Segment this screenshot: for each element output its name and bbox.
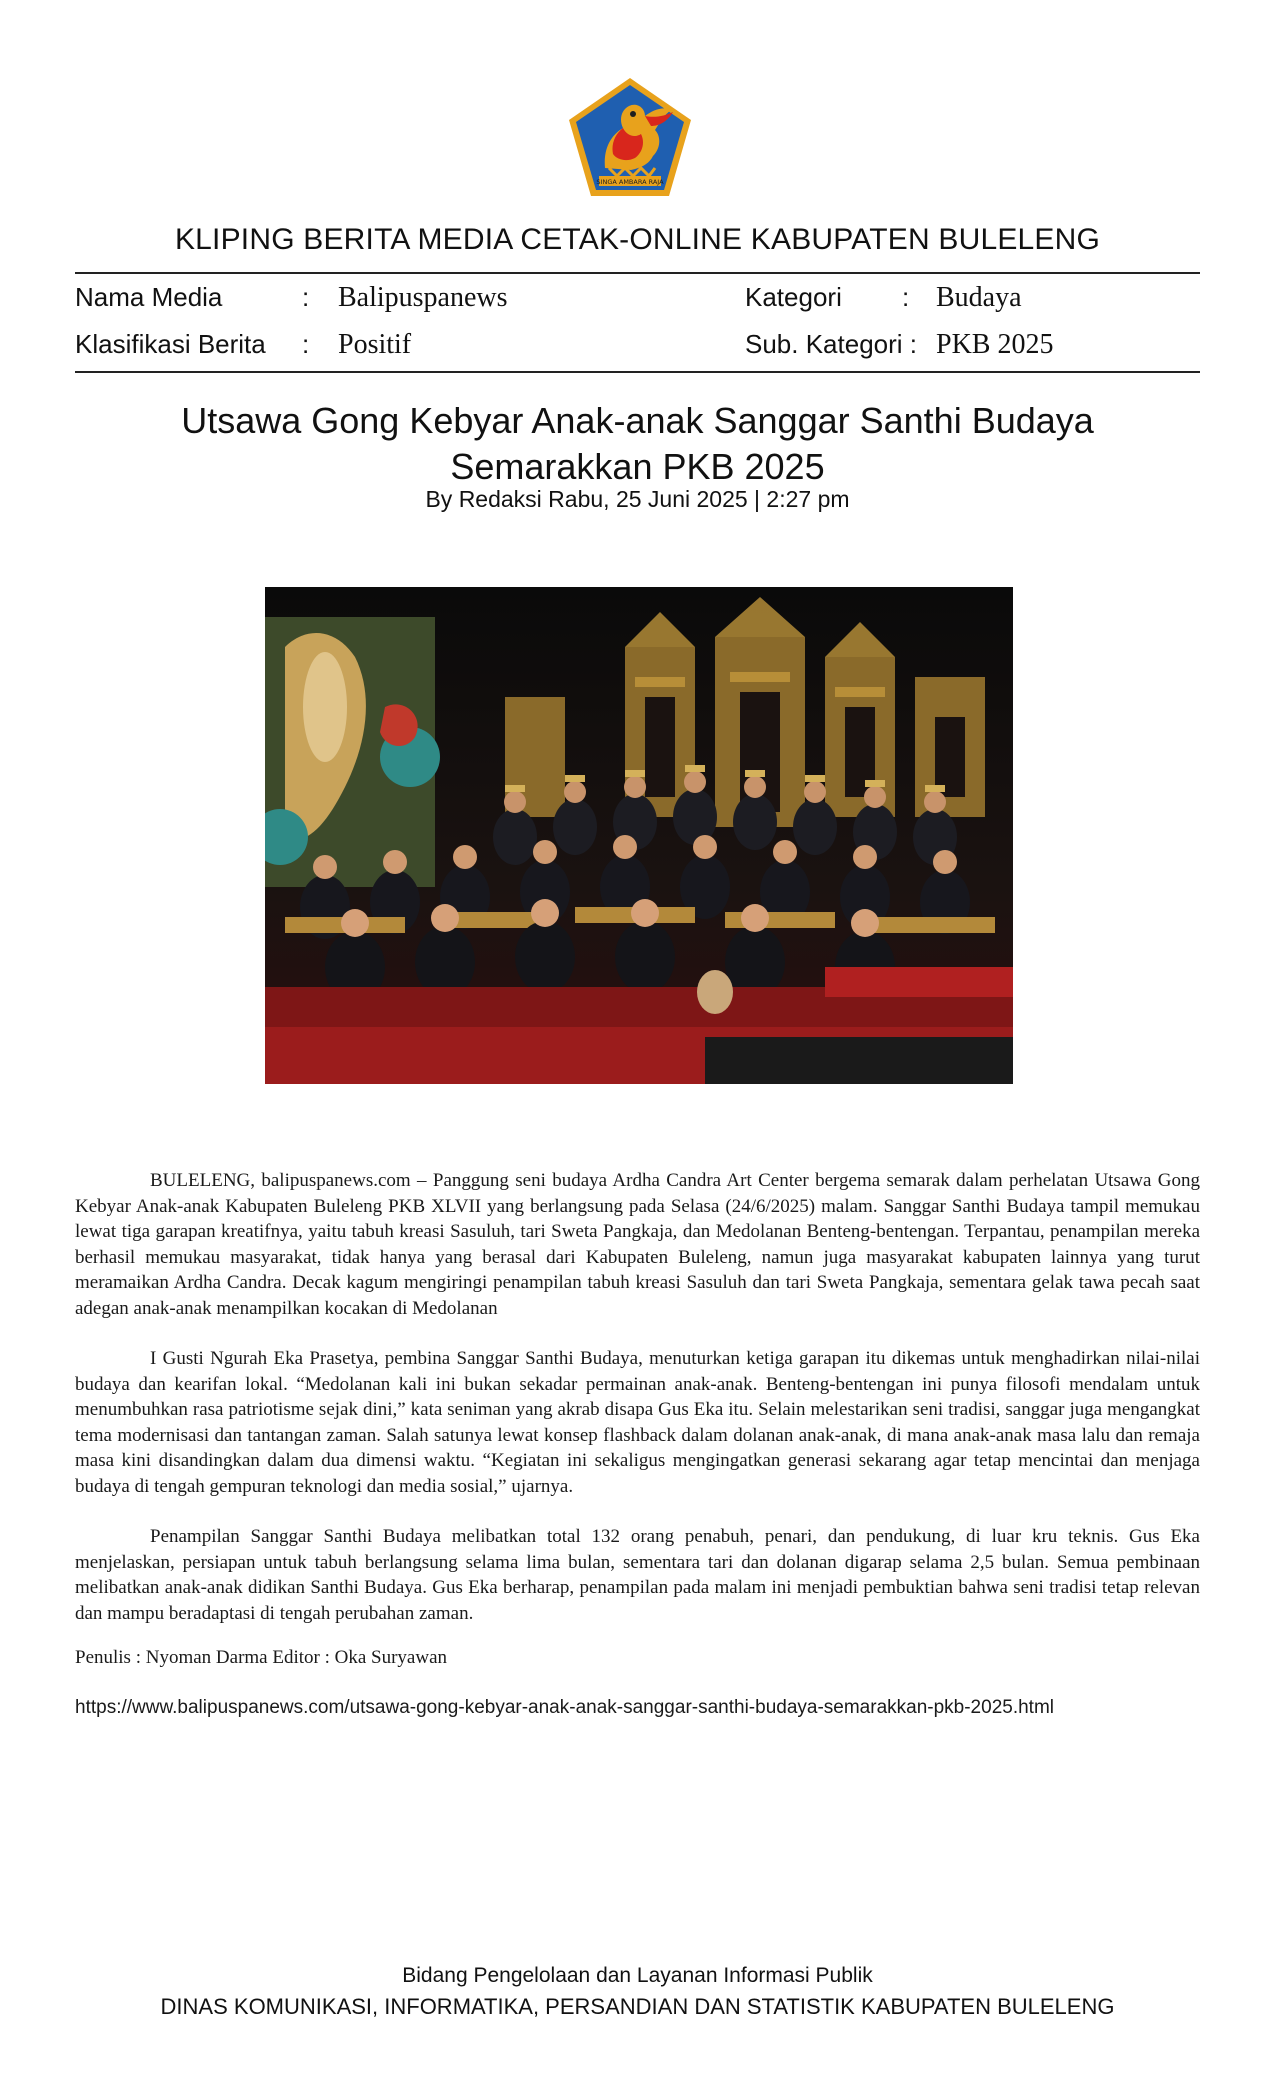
footer-department: Bidang Pengelolaan dan Layanan Informasi Publik	[402, 1964, 873, 1987]
article-source-url: https://www.balipuspanews.com/utsawa-gong-kebyar-anak-anak-sanggar-santhi-budaya-semarakkan-pkb-2025.html	[75, 1697, 1055, 1718]
crest-motto: SINGA AMBARA RAJA	[596, 178, 664, 186]
article-body	[75, 1168, 1200, 1651]
classification-label: Klasifikasi Berita	[75, 329, 266, 359]
article-paragraph-3: Penampilan Sanggar Santhi Budaya melibatkan total 132 orang penabuh, penari, dan pendukung, di luar kru teknis. Gus Eka menjelaskan, persiapan untuk tabuh berlangsung selama lima bulan, sementara tari dan dolanan digarap selama 2,5 bulan. Semua pembinaan melibatkan anak-anak didikan Santhi Budaya. Gus Eka berharap, penampilan pada malam ini menjadi pembuktian bahwa seni tradisi tetap relevan dan mampu beradaptasi di tengah perubahan zaman.	[75, 1526, 1200, 1624]
media-value: Balipuspanews	[338, 282, 508, 313]
article-paragraph-2: I Gusti Ngurah Eka Prasetya, pembina Sanggar Santhi Budaya, menuturkan ketiga garapan itu dikemas untuk menghadirkan nilai-nilai budaya dan kearifan lokal. “Medolanan kali ini bukan sekadar permainan anak-anak. Benteng-bentengan ini punya filosofi mendalam untuk menumbuhkan rasa patriotisme sejak dini,” kata seniman yang akrab disapa Gus Eka itu. Selain melestarikan seni tradisi, sanggar juga mengangkat tema modernisasi dan tantangan zaman. Salah satunya lewat konsep flashback dalam dolanan anak-anak, di mana anak-anak masa lalu dan remaja masa kini disandingkan dalam dua dimensi waktu. “Kegiatan ini sekaligus mengingatkan generasi sekarang agar tetap mencintai dan menjaga budaya di tengah gempuran teknologi dan media sosial,” ujarnya.	[75, 1348, 1200, 1497]
media-label: Nama Media	[75, 282, 223, 312]
clipping-header-title: KLIPING BERITA MEDIA CETAK-ONLINE KABUPATEN BULELENG	[174, 223, 1101, 256]
article-byline: By Redaksi Rabu, 25 Juni 2025 | 2:27 pm	[425, 486, 850, 512]
header-divider	[75, 272, 1200, 274]
buleleng-crest-icon	[565, 76, 695, 200]
footer-agency: DINAS KOMUNIKASI, INFORMATIKA, PERSANDIAN DAN STATISTIK KABUPATEN BULELENG	[160, 1994, 1115, 2019]
subcategory-label: Sub. Kategori :	[745, 329, 917, 359]
meta-divider	[75, 371, 1200, 373]
article-credits: Penulis : Nyoman Darma Editor : Oka Suryawan	[75, 1647, 448, 1668]
classification-value: Positif	[338, 329, 412, 360]
category-separator: :	[902, 282, 910, 312]
media-separator: :	[302, 282, 310, 312]
category-value: Budaya	[936, 282, 1022, 313]
classification-separator: :	[302, 329, 310, 359]
subcategory-value: PKB 2025	[936, 329, 1054, 360]
category-label: Kategori	[745, 282, 842, 312]
article-title: Utsawa Gong Kebyar Anak-anak Sanggar Santhi Budaya Semarakkan PKB 2025	[181, 400, 1094, 487]
article-paragraph-1: BULELENG, balipuspanews.com – Panggung seni budaya Ardha Candra Art Center bergema semarak dalam perhelatan Utsawa Gong Kebyar Anak-anak Kabupaten Buleleng PKB XLVII yang berlangsung pada Selasa (24/6/2025) malam. Sanggar Santhi Budaya tampil memukau lewat tiga garapan kreatifnya, yaitu tabuh kreasi Sasuluh, tari Sweta Pangkaja, dan Medolanan Benteng-bentengan. Terpantau, penampilan mereka berhasil memukau masyarakat, tidak hanya yang berasal dari Kabupaten Buleleng, namun juga masyarakat kabupaten lainnya yang turut meramaikan Ardha Candra. Decak kagum mengiringi penampilan tabuh kreasi Sasuluh dan tari Sweta Pangkaja, sementara gelak tawa pecah saat adegan anak-anak menampilkan kocakan di Medolanan	[75, 1170, 1200, 1319]
article-photo	[265, 587, 1013, 1084]
